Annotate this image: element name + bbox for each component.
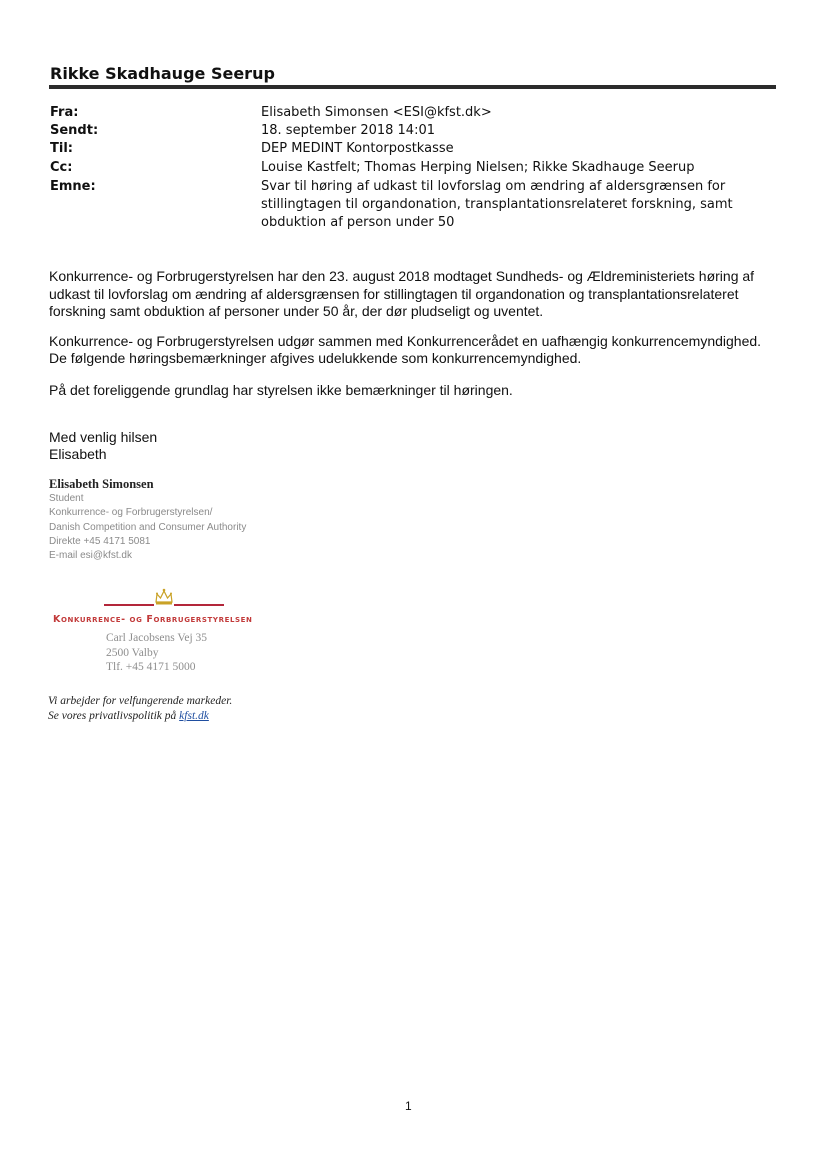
privacy-text: Se vores privatlivspolitik på [48,710,180,722]
motto: Vi arbejder for velfungerende markeder. [48,695,233,707]
signature-title: Student [49,493,84,504]
sender-first-name: Elisabeth [49,446,107,462]
privacy-line [48,710,209,722]
signature-direct-phone: Direkte +45 4171 5081 [49,536,151,547]
from-value: Elisabeth Simonsen <ESI@kfst.dk> [261,105,492,120]
logo-rule-left [104,604,154,606]
subject-label: Emne: [50,179,96,194]
body-paragraph-2-line-2: De følgende høringsbemærkninger afgives udelukkende som konkurrencemyndighed. [49,350,582,366]
body-paragraph-1: Konkurrence- og Forbrugerstyrelsen har den 23. august 2018 modtaget Sundheds- og Ældreministeriets høring af udkast til lovforslag om ændring af aldersgrænsen for stillingtagen til organdonation og transplantationsrelateret forskning samt obduktion af personer under 50 år, der dør pludseligt og uventet. [49,268,755,319]
signature-org-en: Danish Competition and Consumer Authority [49,522,247,533]
address-city: 2500 Valby [106,647,159,659]
address-street: Carl Jacobsens Vej 35 [106,632,208,644]
privacy-link[interactable]: kfst.dk [179,710,209,722]
agency-name: Konkurrence- og Forbrugerstyrelsen [53,614,253,625]
header-rule [49,85,776,89]
logo-rule-right [174,604,224,606]
closing-greeting: Med venlig hilsen [49,429,158,445]
signature-org-da: Konkurrence- og Forbrugerstyrelsen/ [49,507,213,518]
signature-email: E-mail esi@kfst.dk [49,550,132,561]
subject-value: Svar til høring af udkast til lovforslag om ændring af aldersgrænsen for stillingtagen til organdonation, transplantationsrelateret forskning, samt obduktion af person under 50 [261,179,733,230]
to-label: Til: [50,141,73,156]
page-number: 1 [405,1099,412,1113]
sent-value: 18. september 2018 14:01 [261,123,435,138]
cc-label: Cc: [50,160,73,175]
from-label: Fra: [50,105,79,120]
cc-value: Louise Kastfelt; Thomas Herping Nielsen; Rikke Skadhauge Seerup [261,160,695,175]
address-phone: Tlf. +45 4171 5000 [106,661,196,673]
document-owner: Rikke Skadhauge Seerup [50,64,275,83]
body-paragraph-3: På det foreliggende grundlag har styrelsen ikke bemærkninger til høringen. [49,382,513,398]
sent-label: Sendt: [50,123,99,138]
signature-name: Elisabeth Simonsen [49,477,154,491]
royal-crown-icon [154,588,174,606]
body-paragraph-2-line-1: Konkurrence- og Forbrugerstyrelsen udgør sammen med Konkurrencerådet en uafhængig konkurrencemyndighed. [49,333,762,349]
to-value: DEP MEDINT Kontorpostkasse [261,141,454,156]
